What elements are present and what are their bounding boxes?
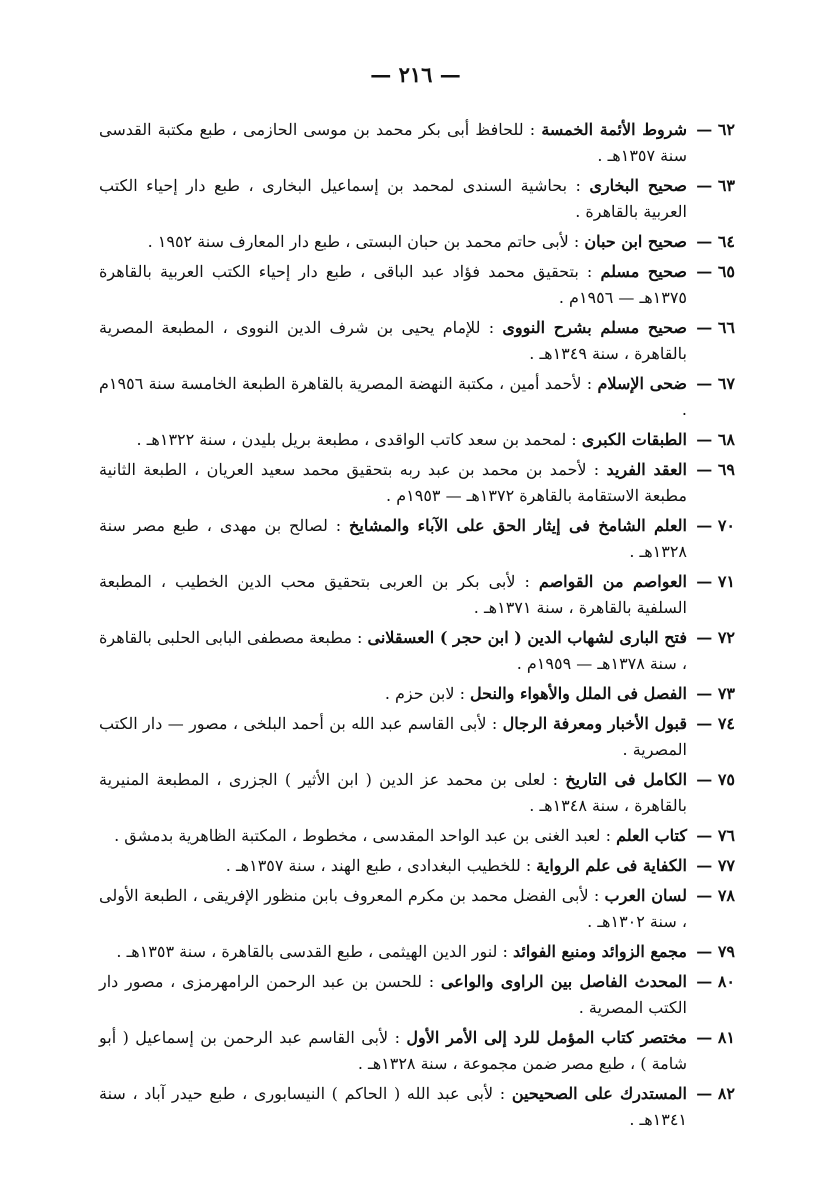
reference-body (99, 259, 687, 311)
reference-body (99, 711, 687, 763)
reference-entry (99, 767, 735, 819)
reference-title: لسان العرب (604, 886, 687, 905)
reference-entry (99, 513, 735, 565)
reference-title: العواصم من القواصم (538, 572, 687, 591)
reference-number: ٨٢ — (696, 1084, 735, 1103)
reference-body (99, 767, 687, 819)
reference-number: ٧٢ — (696, 628, 735, 647)
reference-number: ٧٩ — (696, 942, 735, 961)
reference-entry (99, 229, 735, 255)
reference-title: كتاب العلم (616, 826, 687, 845)
reference-details: : لنور الدين الهيثمى ، طبع القدسى بالقاهرة ، سنة ١٣٥٣هـ . (116, 942, 513, 961)
reference-entry (99, 1025, 735, 1077)
reference-details: : لأبى الفضل محمد بن مكرم المعروف بابن منظور الإفريقى ، الطبعة الأولى ، سنة ١٣٠٢هـ . (99, 886, 687, 931)
reference-number: ٧٦ — (696, 826, 735, 845)
reference-entry (99, 259, 735, 311)
reference-body (99, 939, 687, 965)
reference-entry (99, 173, 735, 225)
reference-details: : للحسن بن عبد الرحمن الرامهرمزى ، مصور دار الكتب المصرية . (99, 972, 687, 1017)
reference-title: قبول الأخبار ومعرفة الرجال (502, 714, 688, 733)
reference-body (99, 229, 687, 255)
reference-details: : للخطيب البغدادى ، طبع الهند ، سنة ١٣٥٧هـ . (225, 856, 537, 875)
reference-entry (99, 371, 735, 423)
reference-body (99, 1025, 687, 1077)
reference-entry (99, 427, 735, 453)
reference-body (99, 173, 687, 225)
reference-entry (99, 883, 735, 935)
reference-title: شروط الأئمة الخمسة (541, 120, 687, 139)
reference-details: : لصالح بن مهدى ، طبع مصر سنة ١٣٢٨هـ . (99, 516, 687, 561)
reference-entry (99, 969, 735, 1021)
reference-number: ٧٤ — (696, 714, 735, 733)
reference-number: ٧٥ — (696, 770, 735, 789)
reference-title: الطبقات الكبرى (581, 430, 687, 449)
reference-title: الكفاية فى علم الرواية (536, 856, 687, 875)
reference-number: ٦٣ — (696, 176, 735, 195)
reference-title: الكامل فى التاريخ (565, 770, 688, 789)
reference-details: : لعبد الغنى بن عبد الواحد المقدسى ، مخطوط ، المكتبة الظاهرية بدمشق . (114, 826, 617, 845)
reference-details: : مطبعة مصطفى البابى الحلبى بالقاهرة ، سنة ١٣٧٨هـ — ١٩٥٩م . (99, 628, 687, 673)
reference-title: ضحى الإسلام (597, 374, 688, 393)
reference-details: : لعلى بن محمد عز الدين ( ابن الأثير ) الجزرى ، المطبعة المنيرية بالقاهرة ، سنة ١٣٤٨هـ . (99, 770, 687, 815)
reference-list (99, 117, 735, 1137)
reference-entry (99, 315, 735, 367)
reference-title: صحيح مسلم (600, 262, 687, 281)
reference-body (99, 427, 687, 453)
reference-body (99, 883, 687, 935)
reference-title: صحيح ابن حبان (584, 232, 687, 251)
reference-entry (99, 823, 735, 849)
reference-body (99, 969, 687, 1021)
reference-number: ٧٧ — (696, 856, 735, 875)
reference-body (99, 1081, 687, 1133)
reference-title: الفصل فى الملل والأهواء والنحل (470, 684, 687, 703)
reference-number: ٧١ — (696, 572, 735, 591)
reference-body (99, 569, 687, 621)
reference-body (99, 457, 687, 509)
reference-entry (99, 939, 735, 965)
reference-entry (99, 681, 735, 707)
reference-number: ٦٤ — (696, 232, 735, 251)
reference-details: : لأحمد بن محمد بن عبد ربه بتحقيق محمد سعيد العريان ، الطبعة الثانية مطبعة الاستقامة بالقاهرة ١٣٧٢هـ — ١٩٥٣م . (99, 460, 687, 505)
reference-body (99, 681, 687, 707)
reference-number: ٦٦ — (696, 318, 735, 337)
reference-body (99, 513, 687, 565)
reference-title: فتح البارى لشهاب الدين ( ابن حجر ) العسقلانى (367, 628, 687, 647)
reference-details: : لأحمد أمين ، مكتبة النهضة المصرية بالقاهرة الطبعة الخامسة سنة ١٩٥٦م . (99, 374, 687, 419)
reference-details: : بحاشية السندى لمحمد بن إسماعيل البخارى ، طبع دار إحياء الكتب العربية بالقاهرة . (99, 176, 687, 221)
reference-entry (99, 117, 735, 169)
reference-entry (99, 625, 735, 677)
reference-number: ٨١ — (696, 1028, 735, 1047)
reference-number: ٦٨ — (696, 430, 735, 449)
reference-title: صحيح مسلم بشرح النووى (502, 318, 687, 337)
page-number: — ٢١٦ — (370, 62, 461, 87)
reference-title: المستدرك على الصحيحين (511, 1084, 687, 1103)
reference-entry (99, 457, 735, 509)
reference-entry (99, 711, 735, 763)
reference-details: : للإمام يحيى بن شرف الدين النووى ، المطبعة المصرية بالقاهرة ، سنة ١٣٤٩هـ . (99, 318, 687, 363)
reference-body (99, 823, 687, 849)
reference-title: المحدث الفاصل بين الراوى والواعى (440, 972, 688, 991)
reference-body (99, 853, 687, 879)
reference-number: ٦٩ — (696, 460, 735, 479)
reference-details: : لأبى بكر بن العربى بتحقيق محب الدين الخطيب ، المطبعة السلفية بالقاهرة ، سنة ١٣٧١هـ . (99, 572, 687, 617)
reference-title: مجمع الزوائد ومنبع الفوائد (513, 942, 687, 961)
reference-body (99, 315, 687, 367)
reference-details: : لأبى عبد الله ( الحاكم ) النيسابورى ، طبع حيدر آباد ، سنة ١٣٤١هـ . (99, 1084, 687, 1129)
reference-number: ٧٠ — (696, 516, 735, 535)
reference-number: ٦٢ — (696, 120, 735, 139)
reference-entry (99, 569, 735, 621)
reference-number: ٧٨ — (696, 886, 735, 905)
reference-entry (99, 853, 735, 879)
reference-details: : بتحقيق محمد فؤاد عبد الباقى ، طبع دار إحياء الكتب العربية بالقاهرة ١٣٧٥هـ — ١٩٥٦م . (99, 262, 687, 307)
reference-details: : للحافظ أبى بكر محمد بن موسى الحازمى ، طبع مكتبة القدسى سنة ١٣٥٧هـ . (99, 120, 687, 165)
reference-body (99, 625, 687, 677)
reference-details: : لأبى حاتم محمد بن حبان البستى ، طبع دار المعارف سنة ١٩٥٢ . (147, 232, 585, 251)
reference-number: ٧٣ — (696, 684, 735, 703)
reference-body (99, 371, 687, 423)
reference-details: : لأبى القاسم عبد الرحمن بن إسماعيل ( أبو شامة ) ، طبع مصر ضمن مجموعة ، سنة ١٣٢٨هـ . (99, 1028, 687, 1073)
reference-details: : لمحمد بن سعد كاتب الواقدى ، مطبعة بريل بليدن ، سنة ١٣٢٢هـ . (136, 430, 582, 449)
reference-title: مختصر كتاب المؤمل للرد إلى الأمر الأول (406, 1028, 687, 1047)
reference-number: ٦٥ — (696, 262, 735, 281)
reference-entry (99, 1081, 735, 1133)
reference-details: : لابن حزم . (384, 684, 471, 703)
reference-body (99, 117, 687, 169)
reference-title: العقد الفريد (606, 460, 687, 479)
reference-title: صحيح البخارى (589, 176, 687, 195)
reference-title: العلم الشامخ فى إيثار الحق على الآباء والمشايخ (349, 516, 688, 535)
reference-number: ٨٠ — (696, 972, 735, 991)
reference-number: ٦٧ — (696, 374, 735, 393)
reference-details: : لأبى القاسم عبد الله بن أحمد البلخى ، مصور — دار الكتب المصرية . (99, 714, 687, 759)
